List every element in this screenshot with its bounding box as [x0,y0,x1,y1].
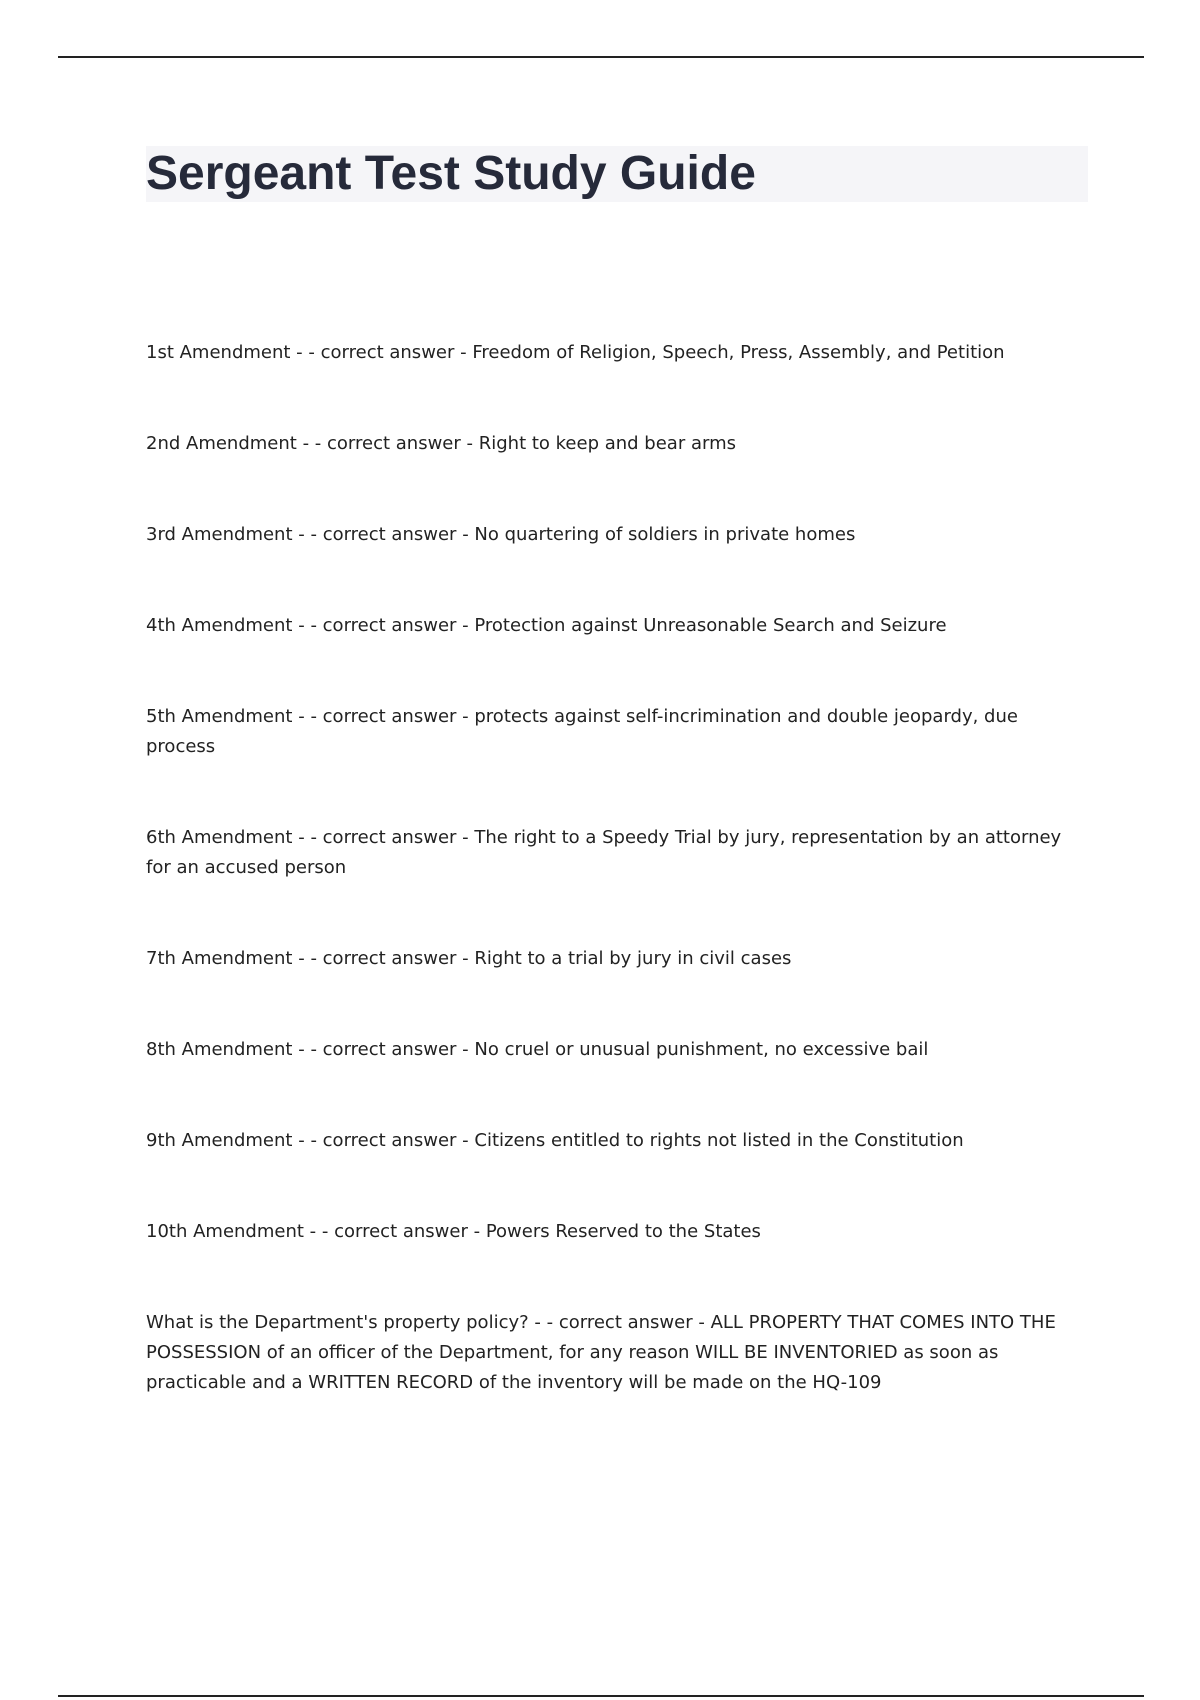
qa-answer: - Protection against Unreasonable Search and Seizure [462,615,946,636]
qa-answer: - Freedom of Religion, Speech, Press, Assembly, and Petition [460,342,1004,363]
qa-item: 6th Amendment - - correct answer - The right to a Speedy Trial by jury, representation by an attorney for an accused person [146,823,1088,883]
qa-answer: - protects against self-incrimination and double jeopardy, due process [146,706,1018,757]
qa-answer: - No quartering of soldiers in private homes [462,524,855,545]
qa-separator: - correct answer [310,948,456,969]
qa-item: 9th Amendment - - correct answer - Citizens entitled to rights not listed in the Constitution [146,1126,1088,1156]
qa-separator: - correct answer [310,706,456,727]
qa-separator: - correct answer [310,615,456,636]
qa-item: 10th Amendment - - correct answer - Powers Reserved to the States [146,1217,1088,1247]
page-title: Sergeant Test Study Guide [146,147,756,200]
qa-question: What is the Department's property policy? [146,1312,529,1333]
qa-question: 10th Amendment [146,1221,304,1242]
qa-separator: - correct answer [310,524,456,545]
qa-question: 6th Amendment [146,827,293,848]
qa-question: 9th Amendment [146,1130,293,1151]
qa-item: 4th Amendment - - correct answer - Protection against Unreasonable Search and Seizure [146,611,1088,641]
qa-answer: - Right to a trial by jury in civil cases [462,948,791,969]
qa-question: 4th Amendment [146,615,293,636]
qa-question: 1st Amendment [146,342,291,363]
top-rule [58,56,1144,58]
qa-answer: - The right to a Speedy Trial by jury, representation by an attorney for an accused person [146,827,1061,878]
qa-question: 8th Amendment [146,1039,293,1060]
qa-separator: - correct answer [322,1221,468,1242]
qa-answer: - Right to keep and bear arms [467,433,736,454]
qa-item: What is the Department's property policy? - - correct answer - ALL PROPERTY THAT COMES INTO THE POSSESSION of an officer of the Department, for any reason WILL BE INVENTORIED as soon as practicable and a WRITTEN RECORD of the inventory will be made on the HQ-109 [146,1308,1088,1398]
qa-separator: - correct answer [315,433,461,454]
qa-question: 3rd Amendment [146,524,293,545]
qa-item: 1st Amendment - - correct answer - Freedom of Religion, Speech, Press, Assembly, and Petition [146,338,1088,368]
qa-separator: - correct answer [308,342,454,363]
qa-separator: - correct answer [310,1130,456,1151]
qa-question: 2nd Amendment [146,433,297,454]
qa-answer: - ALL PROPERTY THAT COMES INTO THE POSSESSION of an officer of the Department, for any reason WILL BE INVENTORIED as soon as practicable and a WRITTEN RECORD of the inventory will be made on the HQ-109 [146,1312,1056,1393]
qa-separator: - correct answer [310,827,456,848]
qa-answer: - Powers Reserved to the States [474,1221,761,1242]
qa-list [146,338,1088,1459]
qa-item: 5th Amendment - - correct answer - protects against self-incrimination and double jeopardy, due process [146,702,1088,762]
qa-separator: - correct answer [547,1312,693,1333]
bottom-rule [58,1695,1144,1697]
qa-item: 2nd Amendment - - correct answer - Right to keep and bear arms [146,429,1088,459]
qa-item: 8th Amendment - - correct answer - No cruel or unusual punishment, no excessive bail [146,1035,1088,1065]
qa-question: 5th Amendment [146,706,293,727]
qa-separator: - correct answer [310,1039,456,1060]
qa-answer: - No cruel or unusual punishment, no excessive bail [462,1039,928,1060]
qa-question: 7th Amendment [146,948,293,969]
qa-answer: - Citizens entitled to rights not listed in the Constitution [462,1130,964,1151]
qa-item: 7th Amendment - - correct answer - Right to a trial by jury in civil cases [146,944,1088,974]
qa-item: 3rd Amendment - - correct answer - No quartering of soldiers in private homes [146,520,1088,550]
